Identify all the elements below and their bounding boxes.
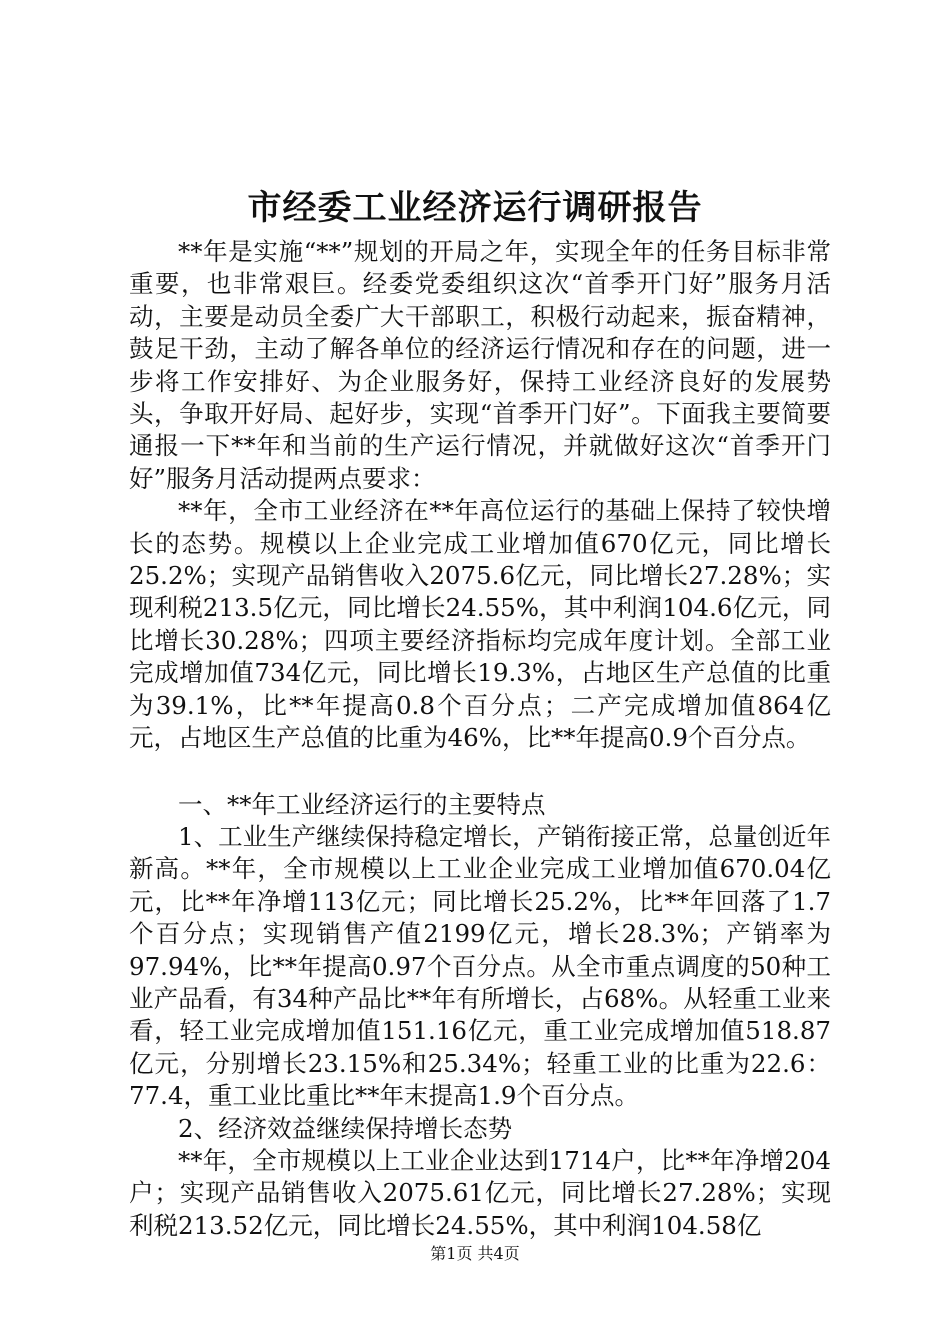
document-body [129, 236, 831, 1242]
paragraph-spacer [129, 755, 831, 789]
paragraph-point-1: 1、工业生产继续保持稳定增长，产销衔接正常，总量创近年新高。**年，全市规模以上工业企业完成工业增加值670.04亿元，比**年净增113亿元；同比增长25.2%，比**年回落了1.7个百分点；实现销售产值2199亿元，增长28.3%；产销率为97.94%，比**年提高0.97个百分点。从全市重点调度的50种工业产品看，有34种产品比**年有所增长，占68%。从轻重工业来看，轻工业完成增加值151.16亿元，重工业完成增加值518.87亿元，分别增长23.15%和25.34%；轻重工业的比重为22.6：77.4，重工业比重比**年末提高1.9个百分点。 [129, 821, 831, 1111]
section-heading: 一、**年工业经济运行的主要特点 [178, 789, 546, 819]
subheading-point-2: 2、经济效益继续保持增长态势 [178, 1113, 513, 1143]
page-footer: 第1页 共4页 [430, 1244, 520, 1263]
paragraph-intro: **年是实施“**”规划的开局之年，实现全年的任务目标非常重要，也非常艰巨。经委党委组织这次“首季开门好”服务月活动，主要是动员全委广大干部职工，积极行动起来，振奋精神，鼓足干劲，主动了解各单位的经济运行情况和存在的问题，进一步将工作安排好、为企业服务好，保持工业经济良好的发展势头，争取开好局、起好步，实现“首季开门好”。下面我主要简要通报一下**年和当前的生产运行情况，并就做好这次“首季开门好”服务月活动提两点要求： [129, 237, 831, 493]
paragraph-summary: **年，全市工业经济在**年高位运行的基础上保持了较快增长的态势。规模以上企业完成工业增加值670亿元，同比增长25.2%；实现产品销售收入2075.6亿元，同比增长27.28%；实现利税213.5亿元，同比增长24.55%，其中利润104.6亿元，同比增长30.28%；四项主要经济指标均完成年度计划。全部工业完成增加值734亿元，同比增长19.3%，占地区生产总值的比重为39.1%，比**年提高0.8个百分点；二产完成增加值864亿元，占地区生产总值的比重为46%，比**年提高0.9个百分点。 [129, 496, 831, 753]
document-title: 市经委工业经济运行调研报告 [247, 188, 703, 228]
paragraph-point-2: **年，全市规模以上工业企业达到1714户，比**年净增204户；实现产品销售收入2075.61亿元，同比增长27.28%；实现利税213.52亿元，同比增长24.55%，其中利润104.58亿 [129, 1145, 831, 1240]
